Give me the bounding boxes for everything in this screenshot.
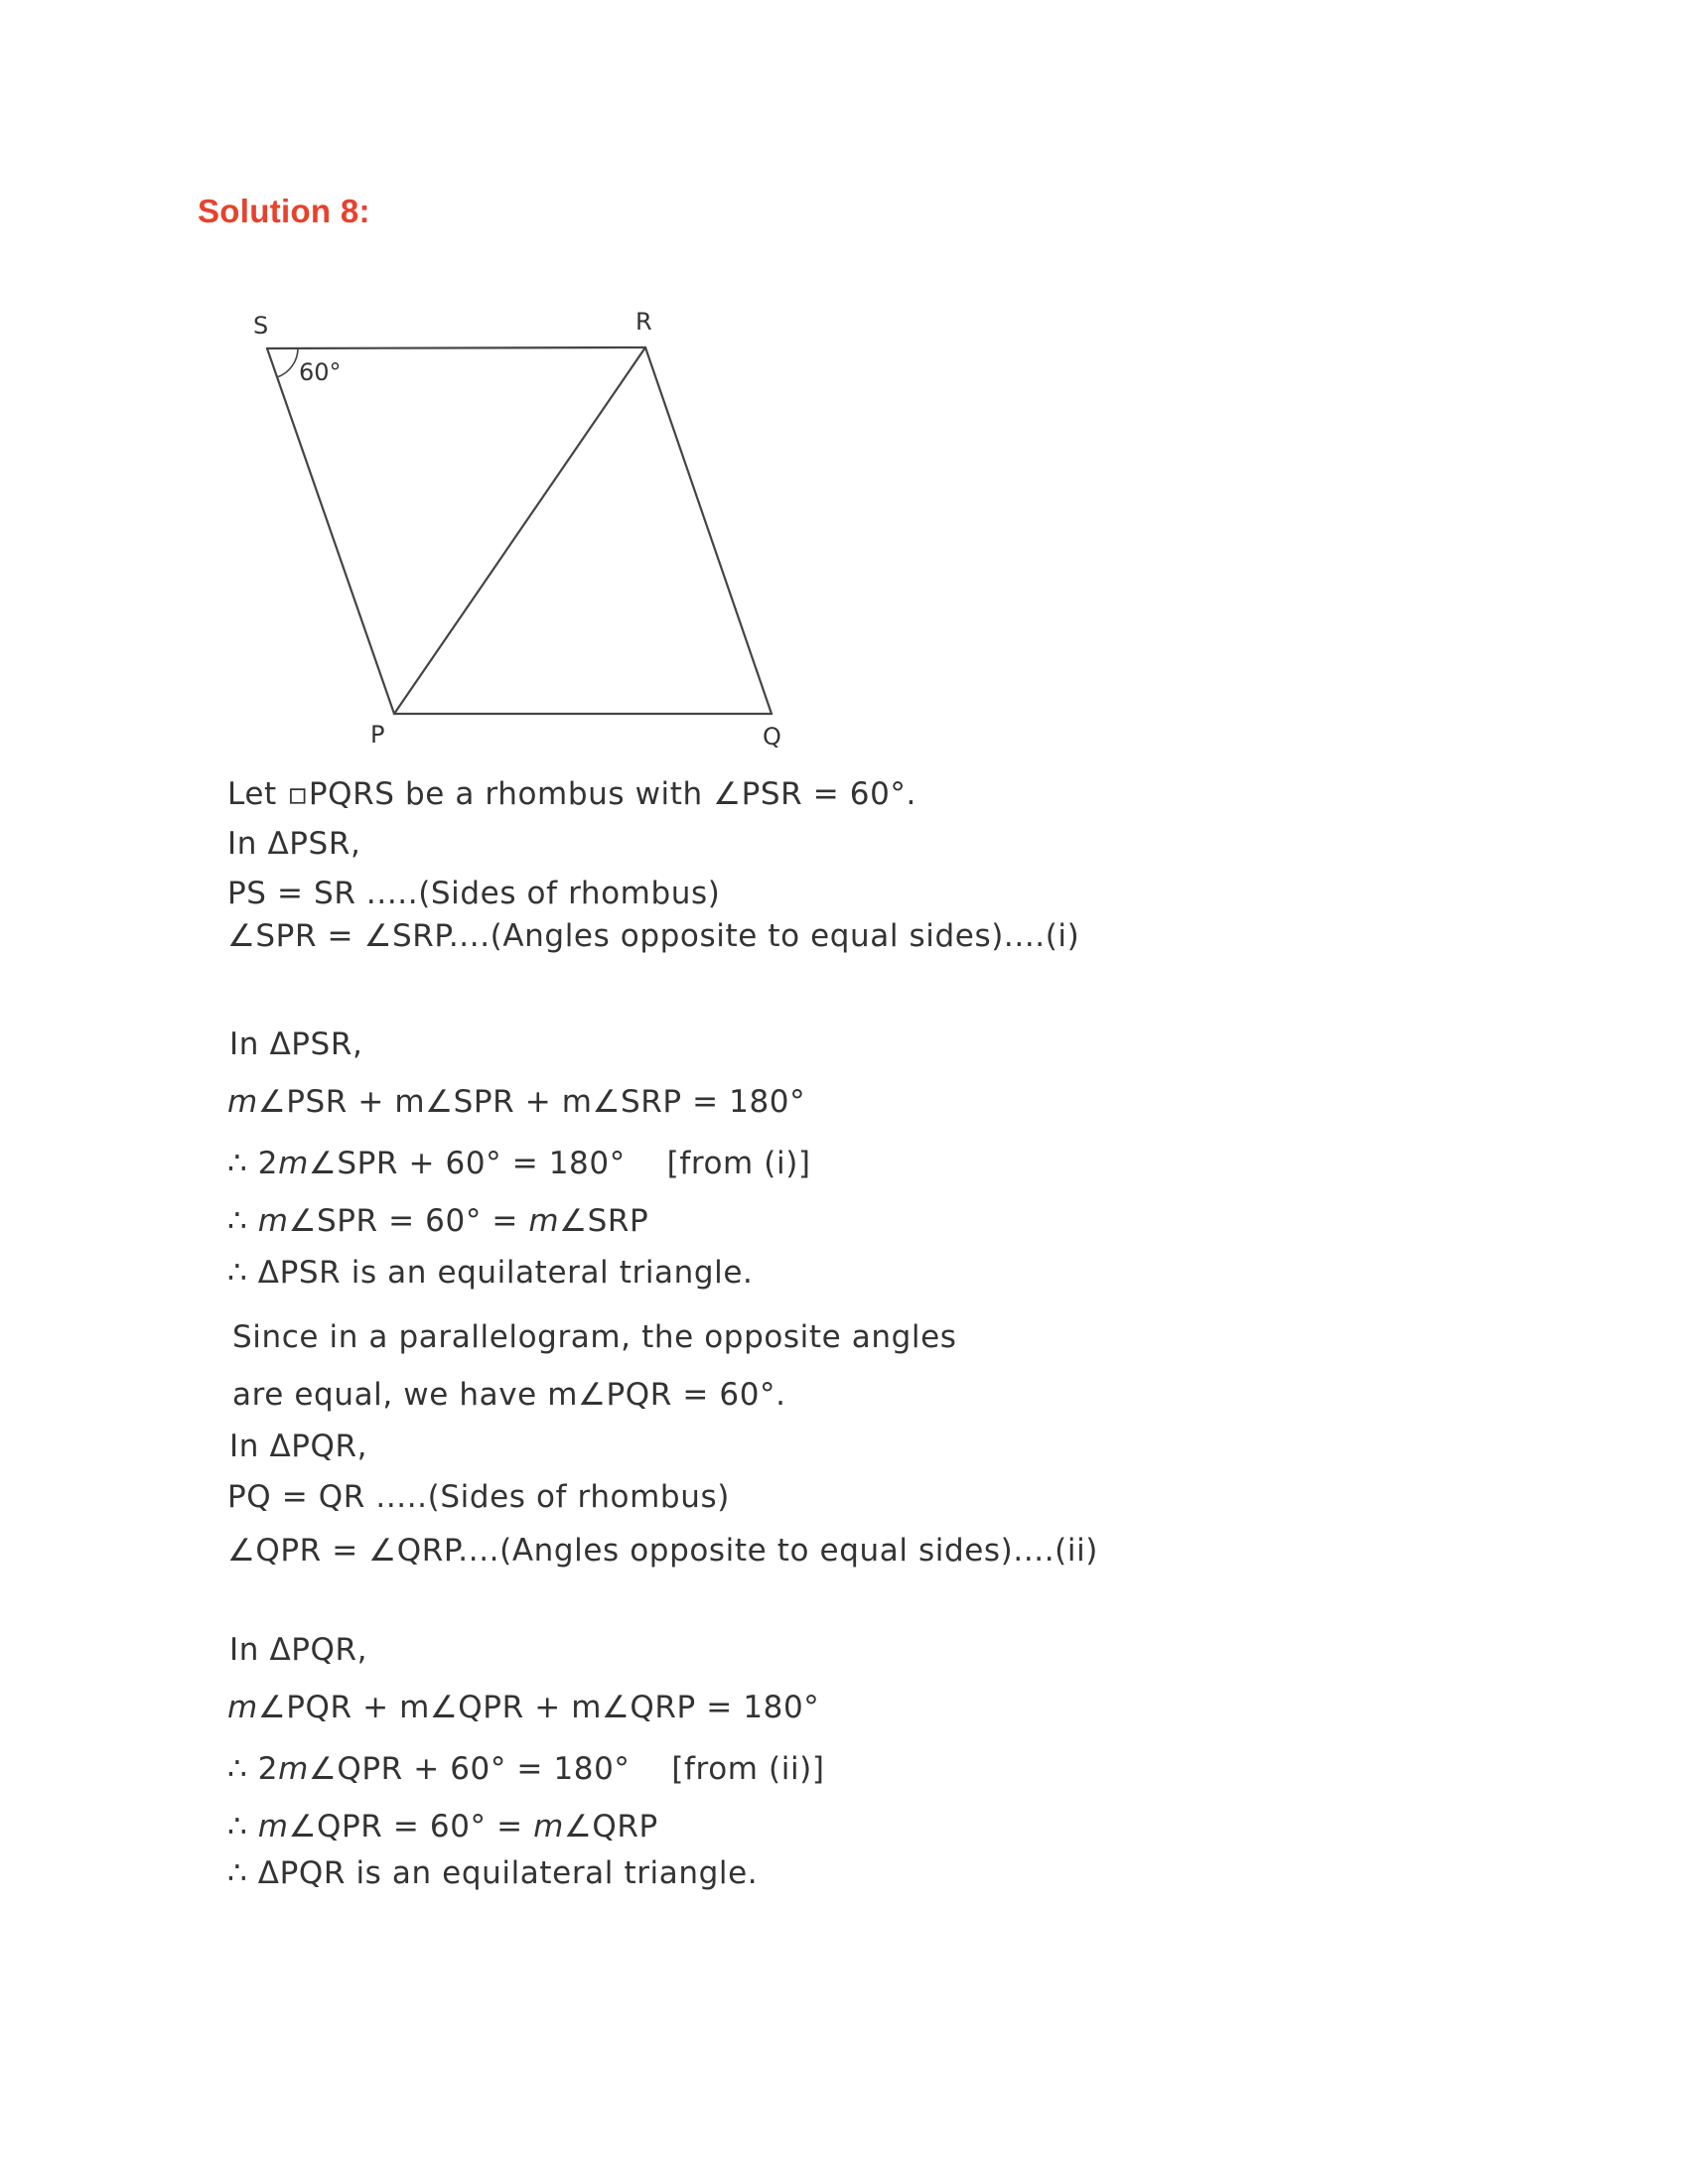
line-text: In ΔPQR, (229, 1632, 368, 1668)
solution-line (229, 1026, 363, 1062)
line-text: Let ▫PQRS be a rhombus with ∠PSR = 60°. (227, 776, 916, 812)
solution-line (227, 1084, 806, 1120)
side-ps (267, 348, 394, 714)
solution-line (227, 1203, 649, 1239)
line-text: PQ = QR .....(Sides of rhombus) (227, 1479, 730, 1515)
line-text: ∠PSR + m∠SPR + m∠SRP = 180° (257, 1084, 806, 1120)
solution-line (227, 1255, 754, 1291)
side-rq (645, 347, 772, 714)
rhombus-diagram (0, 0, 1688, 794)
angle-arc-s (277, 348, 298, 377)
italic-m: m (278, 1146, 309, 1181)
solution-line (232, 1377, 786, 1413)
side-sr (267, 347, 645, 348)
solution-line (227, 1690, 820, 1725)
solution-line (232, 1319, 957, 1355)
line-text: ∠SPR = 60° = (288, 1203, 529, 1239)
diagonal-pr (394, 347, 645, 714)
line-text: ∠QPR = ∠QRP....(Angles opposite to equal sides)....(ii) (227, 1533, 1098, 1569)
vertex-label-p: P (370, 721, 385, 749)
vertex-label-r: R (635, 308, 652, 336)
solution-heading: Solution 8: (198, 193, 370, 229)
italic-m: m (227, 1084, 258, 1120)
solution-line (227, 826, 361, 862)
line-text: In ΔPSR, (227, 826, 361, 862)
line-text: ∴ ΔPQR is an equilateral triangle. (227, 1855, 759, 1891)
line-text: ∠SRP (559, 1203, 649, 1239)
solution-line (227, 1809, 658, 1844)
solution-line (229, 1632, 368, 1668)
line-text: ∠QRP (563, 1809, 658, 1844)
solution-line (227, 1146, 811, 1181)
angle-label-60: 60° (299, 358, 342, 386)
line-text: ∴ ΔPSR is an equilateral triangle. (227, 1255, 754, 1291)
vertex-label-s: S (253, 312, 269, 340)
line-text: ∠SPR = ∠SRP....(Angles opposite to equal sides)....(i) (227, 918, 1080, 954)
italic-m: m (528, 1203, 560, 1239)
line-text: ∠QPR + 60° = 180° [from (ii)] (308, 1751, 825, 1787)
line-text: ∴ (227, 1203, 258, 1239)
solution-line (227, 1533, 1098, 1569)
italic-m: m (257, 1809, 289, 1844)
vertex-label-q: Q (763, 723, 781, 751)
italic-m: m (533, 1809, 564, 1844)
line-text: ∴ 2 (227, 1751, 279, 1787)
solution-line (227, 776, 916, 812)
solution-line (227, 876, 721, 911)
line-text: ∴ (227, 1809, 258, 1844)
line-text: ∴ 2 (227, 1146, 279, 1181)
solution-line (227, 1855, 759, 1891)
line-text: ∠SPR + 60° = 180° [from (i)] (308, 1146, 811, 1181)
italic-m: m (227, 1690, 258, 1725)
italic-m: m (278, 1751, 309, 1787)
line-text: In ΔPQR, (229, 1429, 368, 1464)
line-text: PS = SR .....(Sides of rhombus) (227, 876, 721, 911)
solution-line (229, 1429, 368, 1464)
line-text: are equal, we have m∠PQR = 60°. (232, 1377, 786, 1413)
line-text: ∠PQR + m∠QPR + m∠QRP = 180° (257, 1690, 820, 1725)
solution-line (227, 918, 1080, 954)
line-text: ∠QPR = 60° = (288, 1809, 534, 1844)
italic-m: m (257, 1203, 289, 1239)
solution-line (227, 1751, 825, 1787)
solution-line (227, 1479, 730, 1515)
line-text: In ΔPSR, (229, 1026, 363, 1062)
line-text: Since in a parallelogram, the opposite angles (232, 1319, 957, 1355)
